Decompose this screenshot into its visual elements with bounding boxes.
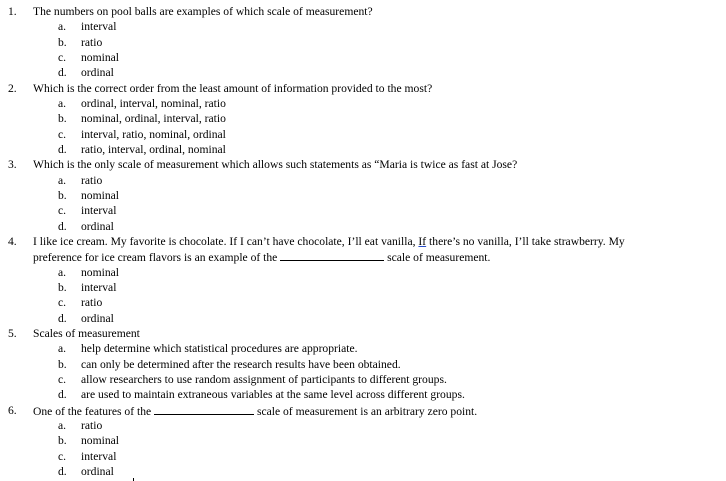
- question-text-line-1: [33, 235, 625, 249]
- text-segment: scale of measurement.: [384, 251, 491, 264]
- question-number: 4.: [8, 235, 17, 248]
- option-letter: a.: [58, 20, 67, 33]
- option-letter: a.: [58, 266, 67, 279]
- option-letter: c.: [58, 204, 67, 217]
- option-text: ratio: [81, 36, 103, 49]
- option-letter: a.: [58, 342, 67, 355]
- option-text: allow researchers to use random assignment of participants to different groups.: [81, 373, 447, 386]
- question-text: Which is the correct order from the least amount of information provided to the most?: [33, 82, 433, 95]
- option-letter: c.: [58, 296, 67, 309]
- option-text: are used to maintain extraneous variables at the same level across different groups.: [81, 388, 465, 401]
- option-letter: d.: [58, 312, 67, 325]
- option-letter: d.: [58, 66, 67, 79]
- question-number: 5.: [8, 327, 17, 340]
- option-letter: c.: [58, 450, 67, 463]
- option-text: interval: [81, 281, 117, 294]
- option-text: interval, ratio, nominal, ordinal: [81, 128, 226, 141]
- option-text: nominal: [81, 266, 119, 279]
- option-text: ratio, interval, ordinal, nominal: [81, 143, 226, 156]
- question-text: Which is the only scale of measurement which allows such statements as “Maria is twice as fast at Jose?: [33, 158, 518, 171]
- text-segment: preference for ice cream flavors is an example of the: [33, 251, 281, 264]
- option-letter: b.: [58, 189, 67, 202]
- option-letter: a.: [58, 419, 67, 432]
- option-text: interval: [81, 204, 117, 217]
- text-segment: scale of measurement is an arbitrary zero point.: [254, 405, 478, 418]
- option-letter: d.: [58, 220, 67, 233]
- option-letter: a.: [58, 97, 67, 110]
- option-letter: d.: [58, 465, 67, 478]
- grammar-underlined-word: If: [418, 235, 427, 248]
- option-letter: c.: [58, 373, 67, 386]
- question-number: 2.: [8, 82, 17, 95]
- option-text: nominal, ordinal, interval, ratio: [81, 112, 226, 125]
- question-text-line-2: [33, 250, 490, 265]
- answer-blank: [280, 250, 384, 261]
- option-text: nominal: [81, 51, 119, 64]
- option-text: nominal: [81, 189, 119, 202]
- option-text: ordinal: [81, 220, 114, 233]
- option-text: nominal: [81, 434, 119, 447]
- text-segment: there’s no vanilla, I’ll take strawberry. My: [426, 235, 625, 248]
- option-text: ordinal: [81, 66, 114, 79]
- answer-blank: [154, 404, 254, 415]
- option-text: ordinal: [81, 465, 114, 478]
- text-segment: One of the features of the: [33, 405, 155, 418]
- option-text: help determine which statistical procedures are appropriate.: [81, 342, 358, 355]
- option-letter: c.: [58, 128, 67, 141]
- option-text: ratio: [81, 419, 103, 432]
- option-letter: d.: [58, 388, 67, 401]
- question-text: The numbers on pool balls are examples of which scale of measurement?: [33, 5, 373, 18]
- option-text: ratio: [81, 174, 103, 187]
- option-text: ordinal: [81, 312, 114, 325]
- question-text: Scales of measurement: [33, 327, 140, 340]
- option-text: can only be determined after the research results have been obtained.: [81, 358, 401, 371]
- option-letter: c.: [58, 51, 67, 64]
- question-number: 1.: [8, 5, 17, 18]
- question-number: 6.: [8, 404, 17, 417]
- question-text: [33, 404, 477, 419]
- option-letter: b.: [58, 112, 67, 125]
- option-text: ordinal, interval, nominal, ratio: [81, 97, 226, 110]
- option-letter: b.: [58, 281, 67, 294]
- text-segment: I like ice cream. My favorite is chocolate. If I can’t have chocolate, I’ll eat vanilla,: [33, 235, 419, 248]
- option-letter: b.: [58, 434, 67, 447]
- option-letter: b.: [58, 36, 67, 49]
- option-text: interval: [81, 20, 117, 33]
- question-number: 3.: [8, 158, 17, 171]
- option-letter: d.: [58, 143, 67, 156]
- option-text: interval: [81, 450, 117, 463]
- option-letter: b.: [58, 358, 67, 371]
- option-text: ratio: [81, 296, 103, 309]
- option-letter: a.: [58, 174, 67, 187]
